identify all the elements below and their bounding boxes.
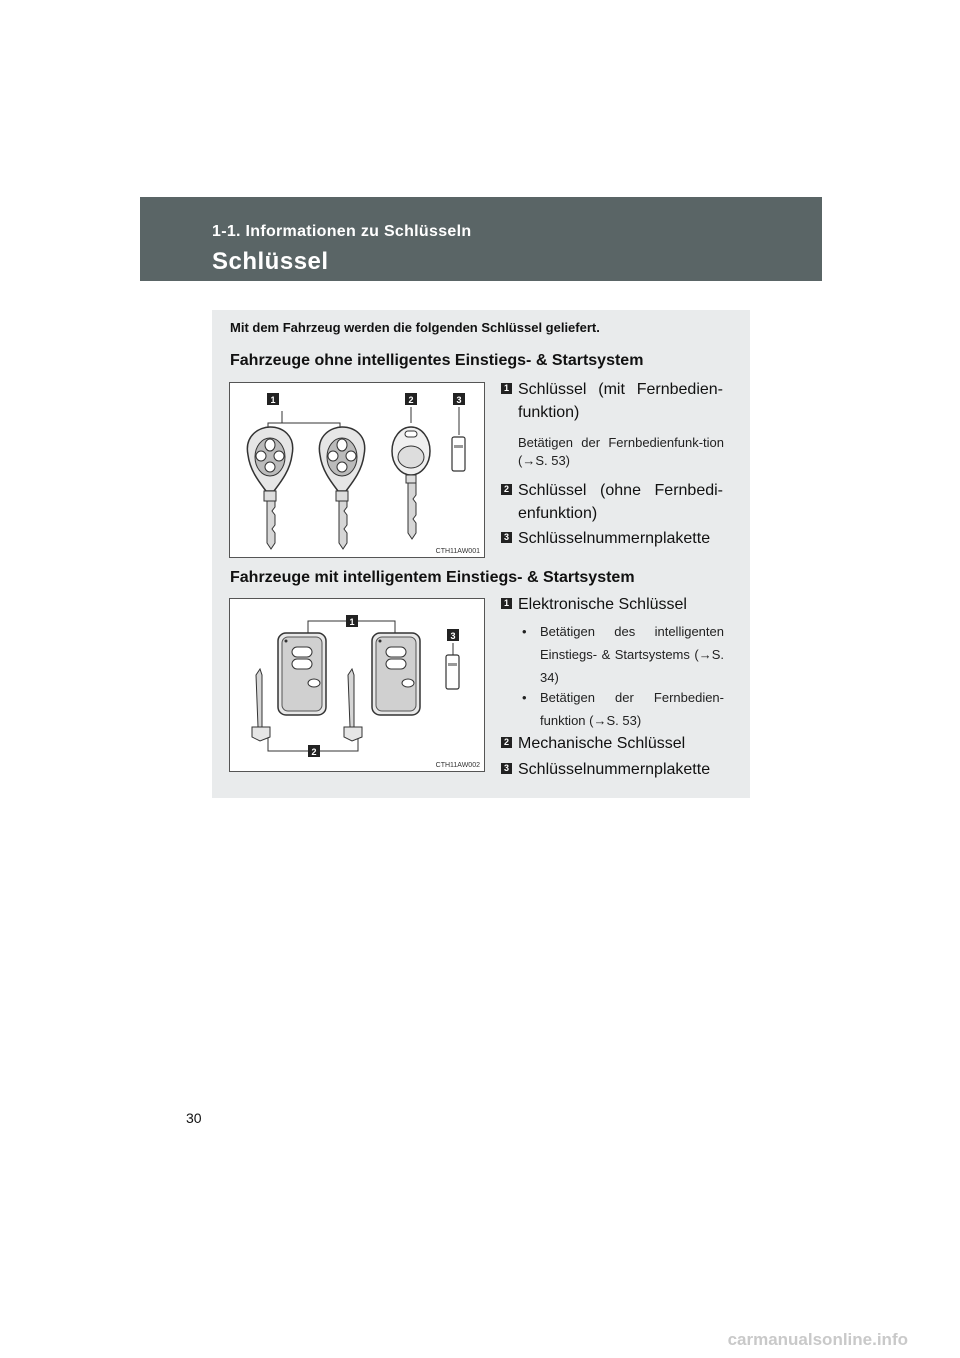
bullet-text: Betätigen des intelligenten Einstiegs- & Startsystems (→S. 34)	[540, 624, 724, 685]
callout-3: 3	[456, 395, 462, 405]
group1-heading: Fahrzeuge ohne intelligentes Einstiegs- & Startsystem	[230, 352, 644, 369]
callout-2: 2	[408, 395, 414, 405]
item-text: Schlüssel (mit Fernbedien-funktion)	[518, 381, 723, 421]
intro-text: Mit dem Fahrzeug werden die folgenden Schlüssel geliefert.	[230, 320, 600, 335]
group1-item-1	[501, 378, 723, 424]
keys-illustration-2	[230, 599, 484, 771]
watermark: carmanualsonline.info	[727, 1330, 908, 1349]
remote-key-icon	[319, 427, 364, 549]
group2-heading: Fahrzeuge mit intelligentem Einstiegs- & Startsystem	[230, 569, 635, 586]
mechanical-key-icon	[252, 669, 270, 741]
item-number: 2	[501, 484, 512, 495]
mechanical-key-icon	[344, 669, 362, 741]
key-icon	[392, 427, 430, 539]
group1-item-3	[501, 527, 723, 550]
item-text: Schlüsselnummernplakette	[518, 761, 711, 778]
item-number: 3	[501, 532, 512, 543]
figure-id-1: CTH11AW001	[435, 548, 480, 555]
figure-keys-2	[229, 598, 485, 772]
group1-item-2	[501, 479, 723, 525]
bullet-symbol: •	[522, 624, 527, 639]
group2-item-2	[501, 732, 723, 755]
smart-key-icon	[278, 633, 326, 715]
group2-bullet-1	[522, 620, 724, 689]
group2-item-1	[501, 593, 723, 616]
bullet-text: Betätigen der Fernbedien-funktion (→S. 53)	[540, 690, 724, 728]
item-number: 1	[501, 598, 512, 609]
figure-keys-1	[229, 382, 485, 558]
group2-item-3	[501, 758, 723, 781]
item-number: 2	[501, 737, 512, 748]
item-text: Elektronische Schlüssel	[518, 596, 687, 613]
item-text: Schlüsselnummernplakette	[518, 530, 711, 547]
callout-2: 2	[311, 747, 317, 757]
group2-bullet-2	[522, 686, 724, 732]
group1-item-1-note: Betätigen der Fernbedienfunk-tion (→S. 53)	[518, 435, 724, 468]
bullet-symbol: •	[522, 690, 527, 705]
callout-1: 1	[349, 617, 355, 627]
item-number: 1	[501, 383, 512, 394]
item-text: Mechanische Schlüssel	[518, 735, 686, 752]
remote-key-icon	[247, 427, 292, 549]
figure-id-2: CTH11AW002	[435, 762, 480, 769]
section-title: 1-1. Informationen zu Schlüsseln	[212, 223, 472, 240]
item-text: Schlüssel (ohne Fernbedi-enfunktion)	[518, 482, 723, 522]
page-title: Schlüssel	[212, 248, 329, 275]
item-number: 3	[501, 763, 512, 774]
callout-1: 1	[270, 395, 276, 405]
key-number-plate-icon	[446, 655, 459, 689]
key-number-plate-icon	[452, 437, 465, 471]
page-number: 30	[186, 1110, 202, 1126]
smart-key-icon	[372, 633, 420, 715]
callout-3: 3	[450, 631, 456, 641]
keys-illustration-1	[230, 383, 484, 557]
